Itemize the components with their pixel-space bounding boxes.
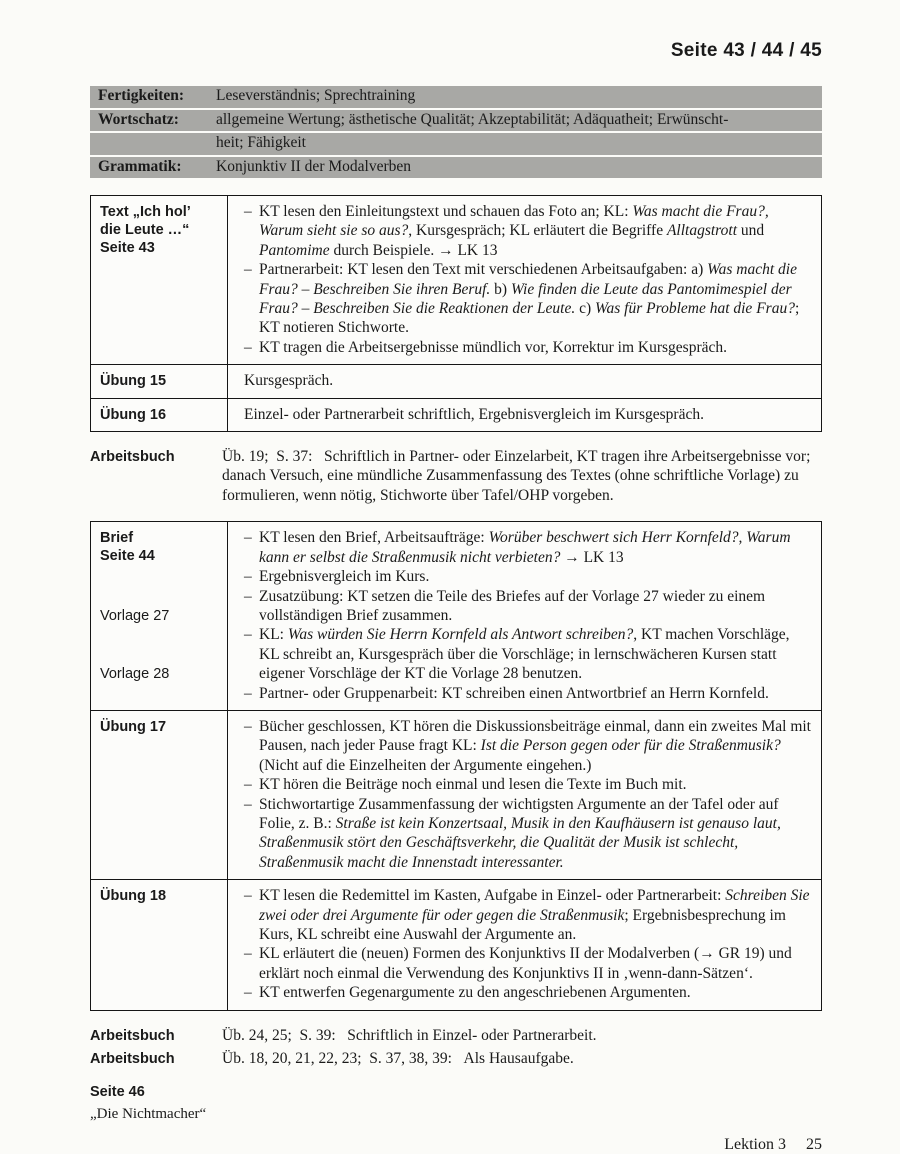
bullet-dash: –: [244, 529, 252, 547]
list-item: [244, 202, 813, 260]
bullet-dash: –: [244, 945, 252, 963]
footer-page-number: 25: [806, 1136, 822, 1154]
row-label-line: Übung 17: [100, 718, 167, 735]
row-label: [91, 399, 228, 431]
bullet-dash: –: [244, 684, 252, 702]
list-item: [244, 625, 813, 683]
skills-label: Fertigkeiten:: [98, 87, 185, 104]
bullet-dash: –: [244, 795, 252, 813]
skills-value: Konjunktiv II der Modalverben: [216, 157, 411, 175]
list-item: [244, 886, 813, 944]
skills-row-wortschatz-cont: [90, 133, 822, 155]
list-item: [244, 260, 813, 338]
row-content: [228, 196, 821, 364]
workbook-text: Üb. 24, 25; S. 39: Schriftlich in Einzel- oder Partnerarbeit.: [222, 1026, 597, 1044]
list-item-text: Ergebnisvergleich im Kurs.: [259, 568, 430, 586]
workbook-label: Arbeitsbuch: [90, 1051, 175, 1068]
next-section-note: [90, 1082, 822, 1124]
bullet-dash: –: [244, 338, 252, 356]
list-item: [244, 528, 813, 567]
skills-label: [98, 134, 216, 153]
row-content: [228, 880, 821, 1009]
row-label: [91, 522, 228, 710]
bullet-dash: –: [244, 626, 252, 644]
bullet-dash: –: [244, 587, 252, 605]
row-label-line: Text „Ich hol’: [100, 204, 191, 220]
list-item-text: KT hören die Beiträge noch einmal und lesen die Texte im Buch mit.: [259, 776, 687, 794]
list-item: [244, 795, 813, 873]
bullet-dash: –: [244, 887, 252, 905]
skills-value: allgemeine Wertung; ästhetische Qualität; Akzeptabilität; Adäquatheit; Erwünscht-: [216, 110, 729, 128]
row-label: [91, 880, 228, 1009]
list-item-text: KL erläutert die (neuen) Formen des Konjunktivs II der Modalverben (→ GR 19) und erklärt noch einmal die Verwendung des Konjunktivs II in ‚wenn-dann-Sätzen‘.: [259, 945, 792, 982]
skills-row-fertigkeiten: [90, 86, 822, 108]
row-content: Kursgespräch.: [244, 372, 334, 390]
skills-label: Wortschatz:: [98, 110, 179, 128]
list-item: [244, 684, 813, 703]
next-section-subtitle: „Die Nichtmacher“: [90, 1106, 207, 1123]
row-label-line: Vorlage 27: [100, 608, 170, 625]
table-row-uebung-18: [91, 879, 821, 1009]
workbook-row: [90, 1049, 822, 1069]
list-item-text: Bücher geschlossen, KT hören die Diskussionsbeiträge einmal, dann ein zweites Mal mit Pausen, nach jeder Pause fragt KL: Ist die Person gegen oder für die Straßenmusik? (Nicht auf die Einzelheiten der Argumente eingehen.): [259, 717, 811, 774]
bullet-dash: –: [244, 568, 252, 586]
row-label-line: Seite 43: [100, 240, 155, 256]
table-row-uebung-17: [91, 710, 821, 879]
list-item-text: Stichwortartige Zusammenfassung der wichtigsten Argumente an der Tafel oder auf Folie, z. B.: Straße ist kein Konzertsaal, Musik in den Kaufhäusern ist genauso laut, Straßenmusik stört den Geschäftsverkehr, die Qualität der Musik ist schlecht, Straßenmusik macht die Innenstadt interessanter.: [259, 795, 781, 871]
row-label-line: Vorlage 28: [100, 666, 170, 683]
workbook-row: [90, 1026, 822, 1046]
list-item: [244, 567, 813, 586]
skills-row-wortschatz: [90, 110, 822, 132]
bullet-dash: –: [244, 717, 252, 735]
row-content: [228, 522, 821, 710]
skills-value: Leseverständnis; Sprechtraining: [216, 87, 416, 104]
page-footer: [90, 1136, 822, 1154]
list-item-text: KT lesen den Brief, Arbeitsaufträge: Worüber beschwert sich Herr Kornfeld?, Warum kann er selbst die Straßenmusik nicht verbieten? → LK 13: [259, 529, 791, 566]
list-item-text: Zusatzübung: KT setzen die Teile des Briefes auf der Vorlage 27 wieder zu einem vollständigen Brief zusammen.: [259, 587, 766, 624]
list-item: [244, 587, 813, 626]
list-item-text: Partnerarbeit: KT lesen den Text mit verschiedenen Arbeitsaufgaben: a) Was macht die Frau? – Beschreiben Sie ihren Beruf. b) Wie finden die Leute das Pantomimespiel der Frau? – Beschreiben Sie die Reaktionen der Leute. c) Was für Probleme hat die Frau?; KT notieren Stichworte.: [259, 261, 800, 337]
list-item: [244, 775, 813, 794]
skills-box: [90, 86, 822, 178]
list-item-text: KT lesen die Redemittel im Kasten, Aufgabe in Einzel- oder Partnerarbeit: Schreiben Sie zwei oder drei Argumente für oder gegen die Straßenmusik; Ergebnisbesprechung im Kurs, KL schreibt eine Auswahl der Argumente an.: [259, 887, 810, 943]
skills-row-grammatik: [90, 157, 822, 179]
bullet-dash: –: [244, 203, 252, 220]
bullet-dash: –: [244, 776, 252, 794]
bullet-dash: –: [244, 261, 252, 279]
table-row-brief: [91, 522, 821, 710]
list-item: [244, 983, 813, 1002]
table-row-uebung-16: [91, 398, 821, 431]
table-row-text-ich-hol: [91, 196, 821, 364]
next-section-title: Seite 46: [90, 1084, 145, 1101]
row-label: [91, 196, 228, 364]
row-label-line: Brief: [100, 530, 134, 547]
list-item: [244, 717, 813, 775]
workbook-label: Arbeitsbuch: [90, 449, 175, 466]
row-label-line: Übung 16: [100, 406, 167, 423]
list-item-text: KT lesen den Einleitungstext und schauen das Foto an; KL: Was macht die Frau?, Warum sieht sie so aus?, Kursgespräch; KL erläutert die Begriffe Alltagstrott und Pantomime durch Beispiele. → LK 13: [259, 203, 769, 259]
activity-table-2: [90, 521, 822, 1010]
activity-table-1: [90, 195, 822, 432]
row-label-line: Übung 18: [100, 888, 167, 905]
skills-label: Grammatik:: [98, 157, 182, 175]
row-content: [228, 711, 821, 879]
workbook-row: [90, 447, 822, 505]
footer-lesson: Lektion 3: [724, 1136, 786, 1154]
row-content: Einzel- oder Partnerarbeit schriftlich, Ergebnisvergleich im Kursgespräch.: [244, 405, 704, 423]
workbook-text: Üb. 18, 20, 21, 22, 23; S. 37, 38, 39: Als Hausaufgabe.: [222, 1050, 574, 1068]
row-label-line: Seite 44: [100, 548, 155, 565]
table-row-uebung-15: [91, 364, 821, 397]
list-item-text: KL: Was würden Sie Herrn Kornfeld als Antwort schreiben?, KT machen Vorschläge, KL schreibt an, Kursgespräch über die Vorschläge; in lernschwächeren Kursen statt eigener Vorschläge der KT die Vorlage 28 benutzen.: [259, 626, 790, 683]
list-item-text: Partner- oder Gruppenarbeit: KT schreiben einen Antwortbrief an Herrn Kornfeld.: [259, 684, 769, 702]
row-label: [91, 711, 228, 879]
bullet-dash: –: [244, 984, 252, 1002]
list-item: [244, 338, 813, 357]
page-heading: Seite 43 / 44 / 45: [670, 40, 822, 61]
row-label-line: die Leute …“: [100, 222, 190, 238]
workbook-label: Arbeitsbuch: [90, 1027, 175, 1044]
list-item-text: KT tragen die Arbeitsergebnisse mündlich vor, Korrektur im Kursgespräch.: [259, 338, 727, 356]
row-label-line: Übung 15: [100, 373, 167, 390]
workbook-text: Üb. 19; S. 37: Schriftlich in Partner- oder Einzelarbeit, KT tragen ihre Arbeitsergebnisse vor; danach Versuch, eine mündliche Zusammenfassung des Textes (ohne schriftliche Vorlage) zu formulieren, wenn nötig, Stichworte über Tafel/OHP vorgeben.: [222, 448, 811, 504]
list-item: [244, 944, 813, 983]
row-label: [91, 365, 228, 397]
list-item-text: KT entwerfen Gegenargumente zu den angeschriebenen Argumenten.: [259, 984, 691, 1002]
skills-value: heit; Fähigkeit: [216, 134, 306, 151]
